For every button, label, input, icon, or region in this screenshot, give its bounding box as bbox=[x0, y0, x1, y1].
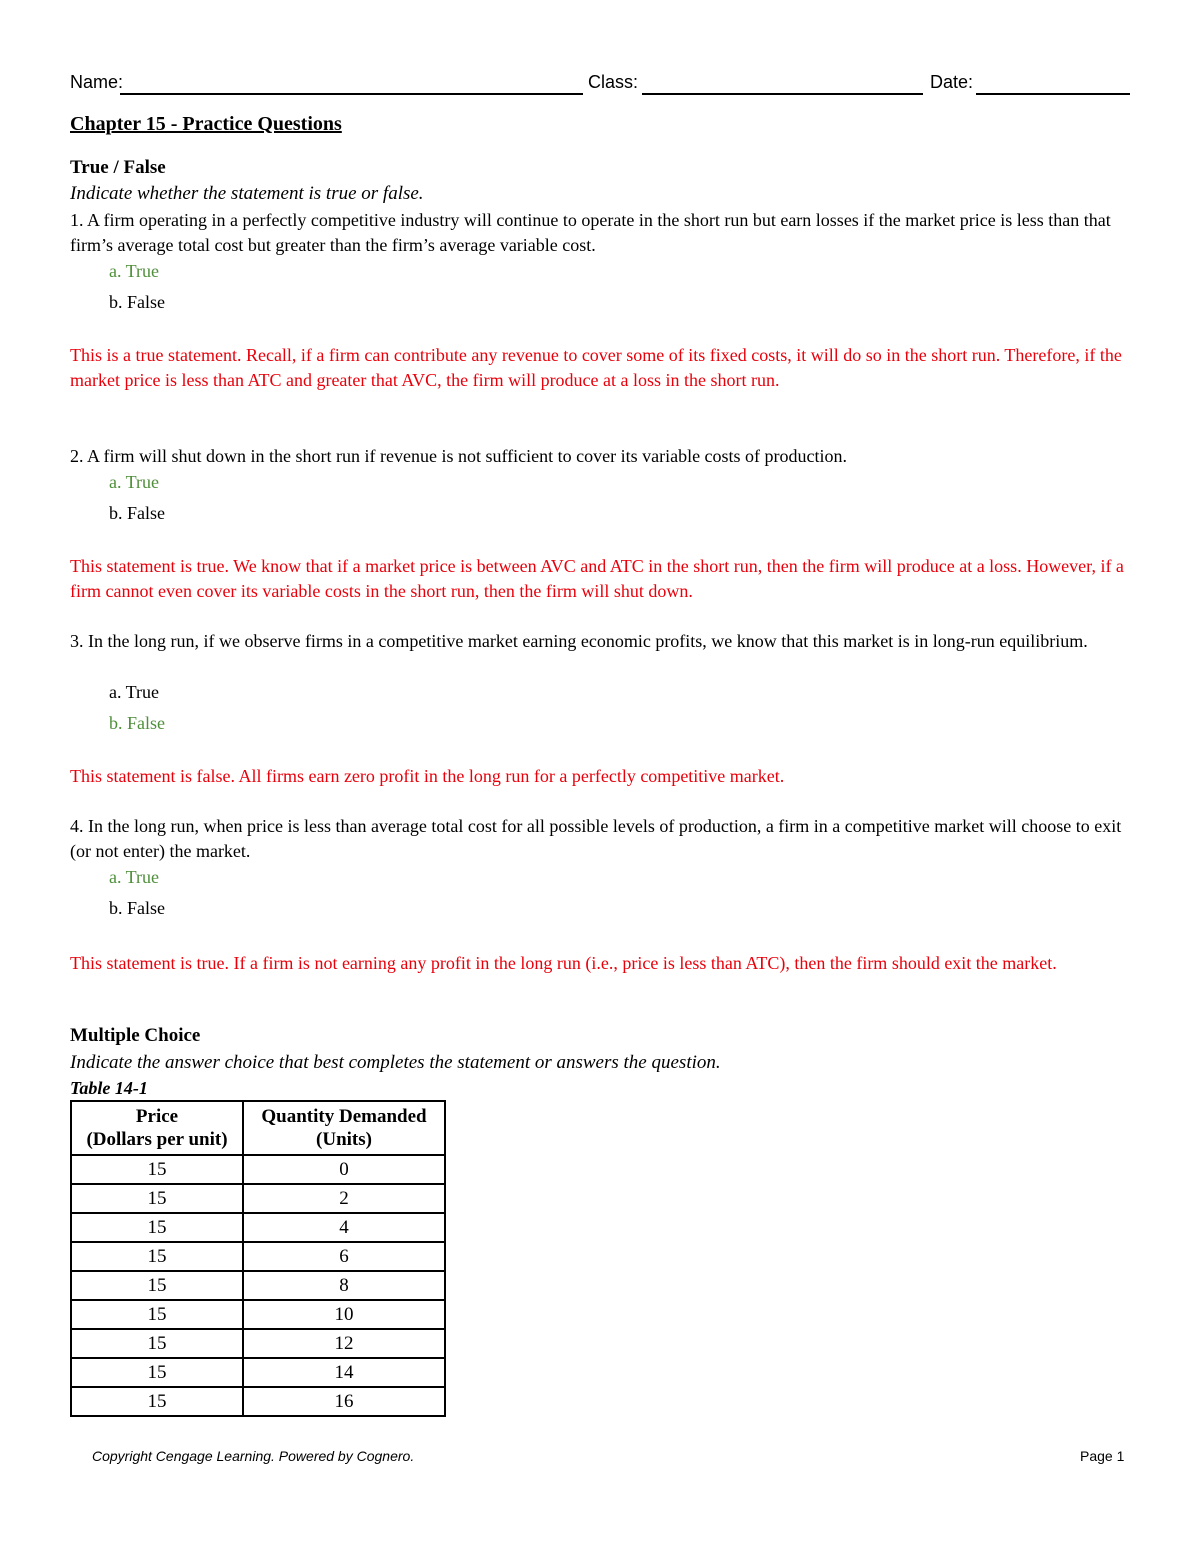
question-2-option-a: a. True bbox=[109, 472, 160, 492]
question-4-explanation: This statement is true. If a firm is not earning any profit in the long run (i.e., price is less than ATC), then the firm should exit the market. bbox=[70, 953, 1057, 973]
quantity-cell: 12 bbox=[243, 1329, 445, 1358]
question-4: 4. In the long run, when price is less than average total cost for all possible levels of production, a firm in a competitive market will choose to exit (or not enter) the market. bbox=[70, 816, 1122, 861]
table-row bbox=[71, 1358, 445, 1387]
table-row bbox=[71, 1329, 445, 1358]
question-3: 3. In the long run, if we observe firms in a competitive market earning economic profits, we know that this market is in long-run equilibrium. bbox=[70, 631, 1088, 651]
multiple-choice-instruction: Indicate the answer choice that best completes the statement or answers the question. bbox=[70, 1052, 721, 1073]
quantity-cell: 2 bbox=[243, 1184, 445, 1213]
quantity-header-line1: Quantity Demanded bbox=[261, 1106, 427, 1127]
price-cell: 15 bbox=[71, 1242, 243, 1271]
price-cell: 15 bbox=[71, 1329, 243, 1358]
question-2: 2. A firm will shut down in the short run if revenue is not sufficient to cover its variable costs of production. bbox=[70, 446, 848, 466]
quantity-cell: 0 bbox=[243, 1155, 445, 1184]
table-row bbox=[71, 1271, 445, 1300]
table-row bbox=[71, 1300, 445, 1329]
question-3-option-a: a. True bbox=[109, 682, 160, 702]
quantity-cell: 4 bbox=[243, 1213, 445, 1242]
quantity-cell: 8 bbox=[243, 1271, 445, 1300]
table-row bbox=[71, 1242, 445, 1271]
question-3-option-b: b. False bbox=[109, 713, 165, 733]
class-label: Class: bbox=[588, 72, 639, 92]
true-false-instruction: Indicate whether the statement is true or false. bbox=[70, 183, 424, 204]
price-header-line2: (Dollars per unit) bbox=[86, 1129, 228, 1150]
name-label: Name: bbox=[70, 72, 124, 92]
date-field-line bbox=[976, 93, 1130, 95]
quantity-header-line2: (Units) bbox=[316, 1129, 372, 1150]
quantity-cell: 14 bbox=[243, 1358, 445, 1387]
date-label: Date: bbox=[930, 72, 974, 92]
table-header-row bbox=[71, 1101, 445, 1155]
table-row bbox=[71, 1213, 445, 1242]
price-cell: 15 bbox=[71, 1387, 243, 1416]
price-cell: 15 bbox=[71, 1184, 243, 1213]
copyright-footer: Copyright Cengage Learning. Powered by Cognero. bbox=[92, 1448, 415, 1464]
price-quantity-table bbox=[70, 1100, 446, 1417]
table-row bbox=[71, 1387, 445, 1416]
table-row bbox=[71, 1184, 445, 1213]
class-field-line bbox=[642, 93, 923, 95]
question-3-explanation: This statement is false. All firms earn zero profit in the long run for a perfectly competitive market. bbox=[70, 766, 785, 786]
table-caption: Table 14-1 bbox=[70, 1078, 148, 1098]
price-cell: 15 bbox=[71, 1271, 243, 1300]
price-header-line1: Price bbox=[135, 1106, 179, 1127]
true-false-heading: True / False bbox=[70, 157, 166, 178]
quantity-cell: 16 bbox=[243, 1387, 445, 1416]
quantity-cell: 10 bbox=[243, 1300, 445, 1329]
quantity-column-header bbox=[243, 1101, 445, 1155]
question-1-explanation: This is a true statement. Recall, if a firm can contribute any revenue to cover some of its fixed costs, it will do so in the short run. Therefore, if the market price is less than ATC and greater that AVC, the firm will produce at a loss in the short run. bbox=[70, 345, 1122, 390]
question-1-option-b: b. False bbox=[109, 292, 165, 312]
price-column-header bbox=[71, 1101, 243, 1155]
question-2-explanation: This statement is true. We know that if a market price is between AVC and ATC in the short run, then the firm will produce at a loss. However, if a firm cannot even cover its variable costs in the short run, then the firm will shut down. bbox=[70, 556, 1124, 601]
page-number: Page 1 bbox=[1080, 1448, 1125, 1464]
price-cell: 15 bbox=[71, 1358, 243, 1387]
question-2-option-b: b. False bbox=[109, 503, 165, 523]
name-field-line bbox=[120, 93, 583, 95]
question-4-option-a: a. True bbox=[109, 867, 160, 887]
page-title: Chapter 15 - Practice Questions bbox=[70, 113, 342, 135]
quantity-cell: 6 bbox=[243, 1242, 445, 1271]
multiple-choice-heading: Multiple Choice bbox=[70, 1025, 201, 1046]
question-1: 1. A firm operating in a perfectly competitive industry will continue to operate in the short run but earn losses if the market price is less than that firm’s average total cost but greater than the firm’s average variable cost. bbox=[70, 210, 1111, 255]
price-cell: 15 bbox=[71, 1213, 243, 1242]
table-row bbox=[71, 1155, 445, 1184]
question-1-option-a: a. True bbox=[109, 261, 160, 281]
price-cell: 15 bbox=[71, 1300, 243, 1329]
question-4-option-b: b. False bbox=[109, 898, 165, 918]
price-cell: 15 bbox=[71, 1155, 243, 1184]
